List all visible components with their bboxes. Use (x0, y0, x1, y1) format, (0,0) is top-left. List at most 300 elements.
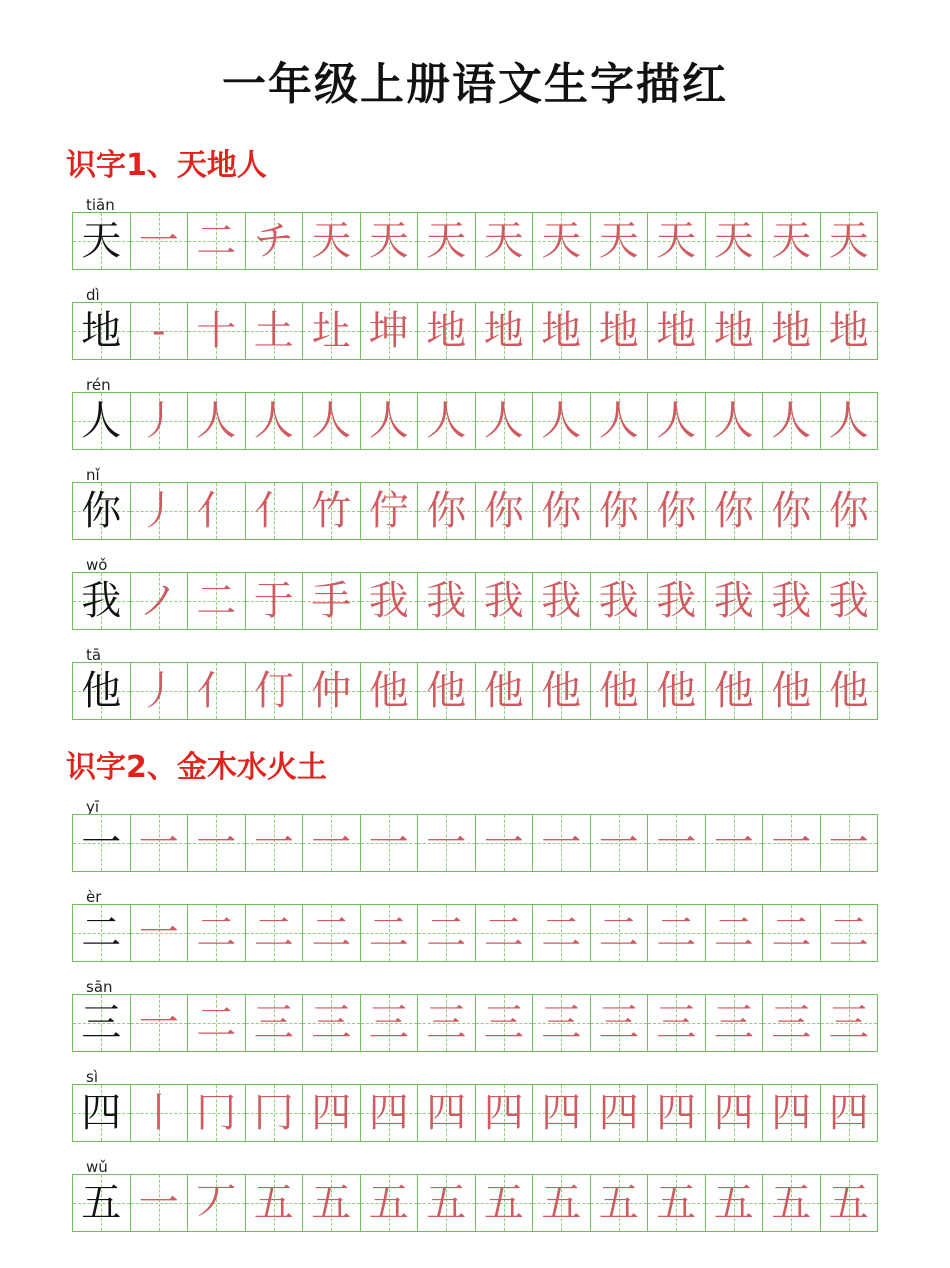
trace-character-cell (706, 572, 764, 630)
pinyin-label: tiān (86, 196, 115, 214)
trace-character-cell (591, 212, 649, 270)
trace-character-cell (418, 392, 476, 450)
trace-character-cell (533, 1084, 591, 1142)
trace-stroke-character: 我 (368, 578, 409, 624)
trace-character-cell (476, 572, 534, 630)
trace-stroke-character: 四 (598, 1090, 639, 1136)
trace-character-cell (361, 302, 419, 360)
trace-stroke-character: 五 (713, 1180, 754, 1226)
trace-stroke-character: 一 (656, 820, 697, 866)
trace-character-cell (591, 392, 649, 450)
trace-stroke-character: 你 (483, 488, 524, 534)
trace-stroke-character: 三 (656, 1000, 697, 1046)
trace-stroke-character: 我 (771, 578, 812, 624)
trace-character-cell (131, 482, 189, 540)
trace-stroke-character: 二 (196, 910, 237, 956)
trace-character-cell (706, 1084, 764, 1142)
trace-stroke-character: 一 (138, 820, 179, 866)
trace-character-cell (706, 904, 764, 962)
trace-stroke-character: 仲 (311, 668, 352, 714)
trace-stroke-character: 我 (483, 578, 524, 624)
trace-stroke-character: 天 (541, 218, 582, 264)
trace-character-cell (591, 1084, 649, 1142)
trace-stroke-character: 他 (598, 668, 639, 714)
trace-stroke-character: 亻 (196, 668, 237, 714)
trace-character-cell (361, 212, 419, 270)
trace-character-cell (763, 994, 821, 1052)
trace-character-cell (591, 904, 649, 962)
trace-character-cell (763, 1174, 821, 1232)
trace-character-cell (131, 392, 189, 450)
trace-character-cell (361, 904, 419, 962)
trace-character-cell (821, 392, 879, 450)
trace-stroke-character: 二 (196, 218, 237, 264)
trace-stroke-character: 我 (541, 578, 582, 624)
trace-stroke-character: 二 (771, 910, 812, 956)
trace-stroke-character: 他 (656, 668, 697, 714)
trace-character-cell (246, 994, 304, 1052)
page-title: 一年级上册语文生字描红 (222, 59, 728, 110)
trace-character-cell (763, 572, 821, 630)
model-character: 三 (81, 1000, 122, 1046)
trace-stroke-character: 佇 (368, 488, 409, 534)
trace-stroke-character: 二 (426, 910, 467, 956)
trace-character-cell (131, 1084, 189, 1142)
trace-stroke-character: 二 (196, 1000, 237, 1046)
pinyin-label: wǒ (86, 556, 108, 574)
trace-character-cell (361, 392, 419, 450)
trace-stroke-character: 天 (828, 218, 869, 264)
trace-stroke-character: 二 (368, 910, 409, 956)
trace-character-cell (188, 662, 246, 720)
tian-grid (72, 482, 878, 540)
trace-character-cell (303, 814, 361, 872)
trace-character-cell (821, 1084, 879, 1142)
pinyin-label: nǐ (86, 466, 100, 484)
model-character-cell (73, 814, 131, 872)
pinyin-label: èr (86, 888, 102, 906)
trace-character-cell (591, 572, 649, 630)
trace-character-cell (648, 994, 706, 1052)
trace-character-cell (188, 302, 246, 360)
trace-stroke-character: 土 (253, 308, 294, 354)
trace-stroke-character: 一 (541, 820, 582, 866)
trace-character-cell (476, 1174, 534, 1232)
model-character-cell (73, 392, 131, 450)
trace-stroke-character: 地 (541, 308, 582, 354)
trace-stroke-character: ノ (138, 578, 179, 624)
trace-stroke-character: 丿 (138, 668, 179, 714)
trace-stroke-character: 你 (828, 488, 869, 534)
trace-stroke-character: 二 (253, 910, 294, 956)
model-character-cell (73, 1084, 131, 1142)
trace-character-cell (476, 392, 534, 450)
trace-stroke-character: 一 (828, 820, 869, 866)
trace-stroke-character: 一 (771, 820, 812, 866)
model-character-cell (73, 994, 131, 1052)
trace-character-cell (303, 904, 361, 962)
trace-character-cell (361, 814, 419, 872)
tian-grid (72, 302, 878, 360)
trace-stroke-character: 三 (311, 1000, 352, 1046)
trace-character-cell (246, 302, 304, 360)
trace-character-cell (706, 662, 764, 720)
trace-character-cell (591, 814, 649, 872)
trace-character-cell (418, 482, 476, 540)
trace-character-cell (361, 1084, 419, 1142)
trace-stroke-character: 地 (828, 308, 869, 354)
trace-stroke-character: 人 (713, 398, 754, 444)
trace-character-cell (821, 814, 879, 872)
trace-stroke-character: 一 (196, 820, 237, 866)
trace-character-cell (476, 302, 534, 360)
trace-stroke-character: 四 (311, 1090, 352, 1136)
trace-stroke-character: 他 (828, 668, 869, 714)
trace-character-cell (418, 572, 476, 630)
trace-character-cell (246, 1174, 304, 1232)
model-character: 天 (81, 218, 122, 264)
model-character: 一 (81, 820, 122, 866)
trace-character-cell (188, 1084, 246, 1142)
trace-stroke-character: 地 (656, 308, 697, 354)
trace-stroke-character: 你 (541, 488, 582, 534)
trace-stroke-character: 二 (196, 578, 237, 624)
trace-stroke-character: 人 (598, 398, 639, 444)
trace-character-cell (533, 212, 591, 270)
trace-character-cell (476, 212, 534, 270)
trace-stroke-character: 五 (828, 1180, 869, 1226)
trace-character-cell (188, 482, 246, 540)
trace-character-cell (648, 662, 706, 720)
trace-stroke-character: 天 (311, 218, 352, 264)
trace-character-cell (303, 994, 361, 1052)
trace-stroke-character: 一 (713, 820, 754, 866)
trace-stroke-character: 人 (368, 398, 409, 444)
trace-character-cell (648, 482, 706, 540)
trace-stroke-character: 四 (771, 1090, 812, 1136)
trace-character-cell (303, 302, 361, 360)
trace-stroke-character: 你 (426, 488, 467, 534)
pinyin-label: dì (86, 286, 100, 304)
trace-character-cell (533, 662, 591, 720)
trace-stroke-character: 三 (253, 1000, 294, 1046)
trace-stroke-character: 四 (368, 1090, 409, 1136)
model-character: 四 (81, 1090, 122, 1136)
trace-stroke-character: 丆 (196, 1180, 237, 1226)
model-character-cell (73, 662, 131, 720)
trace-character-cell (476, 904, 534, 962)
trace-stroke-character: 地 (483, 308, 524, 354)
trace-character-cell (131, 212, 189, 270)
trace-stroke-character: 五 (311, 1180, 352, 1226)
trace-character-cell (648, 392, 706, 450)
trace-stroke-character: 三 (368, 1000, 409, 1046)
trace-stroke-character: 我 (598, 578, 639, 624)
trace-stroke-character: 一 (483, 820, 524, 866)
trace-stroke-character: 一 (311, 820, 352, 866)
trace-character-cell (533, 814, 591, 872)
trace-character-cell (591, 302, 649, 360)
trace-stroke-character: 二 (598, 910, 639, 956)
trace-character-cell (648, 572, 706, 630)
trace-character-cell (303, 212, 361, 270)
trace-character-cell (706, 212, 764, 270)
trace-stroke-character: 五 (426, 1180, 467, 1226)
trace-character-cell (303, 1174, 361, 1232)
trace-stroke-character: 地 (426, 308, 467, 354)
trace-character-cell (303, 662, 361, 720)
trace-stroke-character: 冂 (253, 1090, 294, 1136)
pinyin-label: wǔ (86, 1158, 108, 1176)
trace-character-cell (763, 212, 821, 270)
trace-stroke-character: 亻 (253, 488, 294, 534)
trace-stroke-character: 三 (483, 1000, 524, 1046)
trace-character-cell (188, 1174, 246, 1232)
trace-stroke-character: チ (253, 218, 294, 264)
model-character-cell (73, 212, 131, 270)
trace-character-cell (706, 1174, 764, 1232)
trace-character-cell (763, 482, 821, 540)
trace-character-cell (763, 1084, 821, 1142)
trace-stroke-character: 一 (138, 1000, 179, 1046)
trace-stroke-character: 十 (196, 308, 237, 354)
trace-stroke-character: 二 (656, 910, 697, 956)
tian-grid (72, 212, 878, 270)
model-character: 二 (81, 910, 122, 956)
trace-character-cell (418, 662, 476, 720)
trace-stroke-character: 五 (771, 1180, 812, 1226)
trace-stroke-character: 二 (541, 910, 582, 956)
section-title: 识字1、天地人 (66, 148, 267, 183)
trace-stroke-character: 竹 (311, 488, 352, 534)
trace-stroke-character: 五 (368, 1180, 409, 1226)
trace-stroke-character: 一 (138, 910, 179, 956)
trace-stroke-character: 人 (656, 398, 697, 444)
trace-stroke-character: 手 (311, 578, 352, 624)
trace-stroke-character: 二 (828, 910, 869, 956)
trace-stroke-character: 他 (713, 668, 754, 714)
trace-character-cell (303, 1084, 361, 1142)
trace-character-cell (131, 572, 189, 630)
trace-stroke-character: 他 (541, 668, 582, 714)
trace-stroke-character: 人 (426, 398, 467, 444)
trace-character-cell (763, 302, 821, 360)
trace-stroke-character: 天 (771, 218, 812, 264)
trace-stroke-character: 亻 (196, 488, 237, 534)
trace-stroke-character: 丿 (138, 398, 179, 444)
trace-stroke-character: 于 (253, 578, 294, 624)
trace-character-cell (821, 904, 879, 962)
pinyin-label: yī (86, 798, 100, 816)
trace-stroke-character: 五 (656, 1180, 697, 1226)
trace-stroke-character: 天 (483, 218, 524, 264)
model-character: 你 (81, 488, 122, 534)
trace-stroke-character: 你 (656, 488, 697, 534)
trace-character-cell (418, 212, 476, 270)
trace-stroke-character: 地 (598, 308, 639, 354)
trace-character-cell (763, 392, 821, 450)
trace-character-cell (706, 482, 764, 540)
trace-character-cell (131, 662, 189, 720)
trace-character-cell (188, 212, 246, 270)
trace-stroke-character: 一 (598, 820, 639, 866)
section-title: 识字2、金木水火土 (66, 750, 327, 785)
trace-character-cell (188, 994, 246, 1052)
model-character: 他 (81, 668, 122, 714)
trace-stroke-character: 人 (253, 398, 294, 444)
trace-stroke-character: 他 (368, 668, 409, 714)
trace-stroke-character: 一 (138, 1180, 179, 1226)
trace-character-cell (591, 482, 649, 540)
trace-stroke-character: 四 (656, 1090, 697, 1136)
trace-character-cell (648, 1084, 706, 1142)
trace-character-cell (763, 662, 821, 720)
trace-stroke-character: 你 (598, 488, 639, 534)
trace-stroke-character: 四 (713, 1090, 754, 1136)
trace-stroke-character: 一 (253, 820, 294, 866)
trace-character-cell (246, 814, 304, 872)
tian-grid (72, 572, 878, 630)
trace-character-cell (188, 572, 246, 630)
trace-character-cell (648, 814, 706, 872)
trace-character-cell (361, 482, 419, 540)
trace-stroke-character: 仃 (253, 668, 294, 714)
trace-character-cell (418, 1084, 476, 1142)
trace-character-cell (476, 662, 534, 720)
trace-character-cell (533, 392, 591, 450)
trace-character-cell (533, 1174, 591, 1232)
model-character-cell (73, 904, 131, 962)
tian-grid (72, 1174, 878, 1232)
model-character-cell (73, 572, 131, 630)
trace-stroke-character: 坤 (368, 308, 409, 354)
trace-stroke-character: 地 (771, 308, 812, 354)
trace-character-cell (648, 212, 706, 270)
trace-character-cell (246, 1084, 304, 1142)
trace-character-cell (533, 482, 591, 540)
trace-character-cell (303, 572, 361, 630)
trace-character-cell (418, 1174, 476, 1232)
trace-stroke-character: 我 (656, 578, 697, 624)
trace-character-cell (131, 904, 189, 962)
tian-grid (72, 904, 878, 962)
tian-grid (72, 392, 878, 450)
trace-character-cell (418, 302, 476, 360)
trace-stroke-character: 四 (541, 1090, 582, 1136)
trace-character-cell (246, 392, 304, 450)
trace-stroke-character: 天 (598, 218, 639, 264)
trace-character-cell (648, 904, 706, 962)
trace-character-cell (533, 994, 591, 1052)
trace-character-cell (706, 302, 764, 360)
trace-stroke-character: 五 (253, 1180, 294, 1226)
model-character: 人 (81, 398, 122, 444)
trace-character-cell (131, 1174, 189, 1232)
trace-stroke-character: 二 (483, 910, 524, 956)
trace-stroke-character: 你 (713, 488, 754, 534)
trace-character-cell (763, 904, 821, 962)
tian-grid (72, 662, 878, 720)
trace-stroke-character: 三 (426, 1000, 467, 1046)
trace-stroke-character: 二 (713, 910, 754, 956)
trace-character-cell (591, 994, 649, 1052)
trace-stroke-character: 四 (483, 1090, 524, 1136)
trace-stroke-character: 地 (713, 308, 754, 354)
trace-stroke-character: 冂 (196, 1090, 237, 1136)
trace-character-cell (533, 904, 591, 962)
trace-stroke-character: 人 (771, 398, 812, 444)
trace-character-cell (361, 572, 419, 630)
trace-character-cell (648, 302, 706, 360)
trace-stroke-character: 三 (713, 1000, 754, 1046)
trace-character-cell (418, 814, 476, 872)
trace-character-cell (131, 814, 189, 872)
model-character-cell (73, 1174, 131, 1232)
pinyin-label: sān (86, 978, 113, 996)
trace-stroke-character: 三 (828, 1000, 869, 1046)
trace-character-cell (648, 1174, 706, 1232)
trace-character-cell (361, 662, 419, 720)
trace-character-cell (476, 1084, 534, 1142)
trace-character-cell (763, 814, 821, 872)
trace-stroke-character: 三 (771, 1000, 812, 1046)
trace-character-cell (591, 1174, 649, 1232)
trace-stroke-character: 一 (426, 820, 467, 866)
trace-stroke-character: 二 (311, 910, 352, 956)
trace-character-cell (821, 572, 879, 630)
trace-stroke-character: - (151, 308, 166, 354)
trace-character-cell (361, 1174, 419, 1232)
trace-stroke-character: 他 (483, 668, 524, 714)
trace-character-cell (706, 814, 764, 872)
trace-character-cell (188, 814, 246, 872)
trace-character-cell (706, 994, 764, 1052)
trace-character-cell (821, 662, 879, 720)
trace-stroke-character: 一 (368, 820, 409, 866)
model-character-cell (73, 482, 131, 540)
trace-character-cell (188, 392, 246, 450)
trace-stroke-character: 丨 (138, 1090, 179, 1136)
trace-character-cell (821, 1174, 879, 1232)
trace-stroke-character: 你 (771, 488, 812, 534)
trace-stroke-character: 人 (541, 398, 582, 444)
trace-character-cell (361, 994, 419, 1052)
trace-character-cell (591, 662, 649, 720)
trace-stroke-character: 三 (598, 1000, 639, 1046)
trace-stroke-character: 我 (828, 578, 869, 624)
trace-stroke-character: 五 (598, 1180, 639, 1226)
trace-character-cell (131, 994, 189, 1052)
trace-stroke-character: 人 (311, 398, 352, 444)
model-character: 我 (81, 578, 122, 624)
trace-character-cell (533, 572, 591, 630)
trace-stroke-character: 四 (426, 1090, 467, 1136)
trace-stroke-character: 他 (771, 668, 812, 714)
trace-stroke-character: 天 (713, 218, 754, 264)
trace-stroke-character: 五 (541, 1180, 582, 1226)
trace-character-cell (821, 302, 879, 360)
trace-character-cell (418, 994, 476, 1052)
trace-character-cell (476, 814, 534, 872)
trace-stroke-character: 四 (828, 1090, 869, 1136)
trace-character-cell (246, 904, 304, 962)
trace-character-cell (476, 994, 534, 1052)
pinyin-label: sì (86, 1068, 98, 1086)
trace-stroke-character: 人 (196, 398, 237, 444)
trace-character-cell (706, 392, 764, 450)
trace-character-cell (303, 482, 361, 540)
trace-character-cell (131, 302, 189, 360)
